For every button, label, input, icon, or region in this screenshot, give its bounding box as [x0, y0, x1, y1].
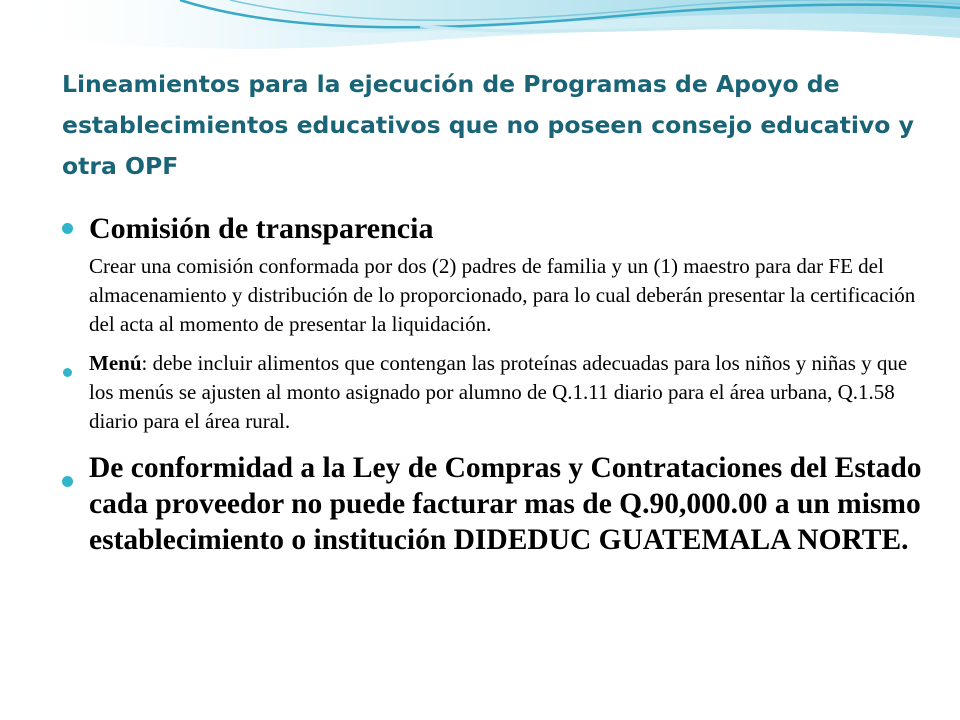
bullet-text: : debe incluir alimentos que contengan las proteínas adecuadas para los niños y niñas y que los menús se ajusten al monto asignado por alumno de Q.1.11 diario para el área urbana, Q.1.58 diario para el área rural.	[89, 351, 908, 433]
bullet-paragraph	[89, 349, 922, 436]
bullet-paragraph: Crear una comisión conformada por dos (2) padres de familia y un (1) maestro para dar FE del almacenamiento y distribución de lo proporcionado, para lo cual deberán presentar la certificación del acta al momento de presentar la liquidación.	[89, 254, 916, 336]
bullet-label: Menú	[89, 351, 142, 375]
bullet-paragraph: De conformidad a la Ley de Compras y Contrataciones del Estado cada proveedor no puede facturar mas de Q.90,000.00 a un mismo establecimiento o institución DIDEDUC GUATEMALA NORTE.	[89, 452, 922, 556]
bullet-dot-icon	[62, 223, 73, 234]
bullet-dot-icon	[62, 476, 73, 487]
slide-title: Lineamientos para la ejecución de Programas de Apoyo de establecimientos educativos que no poseen consejo educativo y otra OPF	[62, 70, 914, 180]
bullet-menu	[62, 349, 922, 436]
slide-content	[62, 208, 922, 558]
bullet-transparencia	[62, 208, 922, 339]
bullet-compras	[62, 450, 922, 558]
bullet-dot-icon	[63, 368, 72, 377]
bullet-heading: Comisión de transparencia	[89, 212, 434, 245]
